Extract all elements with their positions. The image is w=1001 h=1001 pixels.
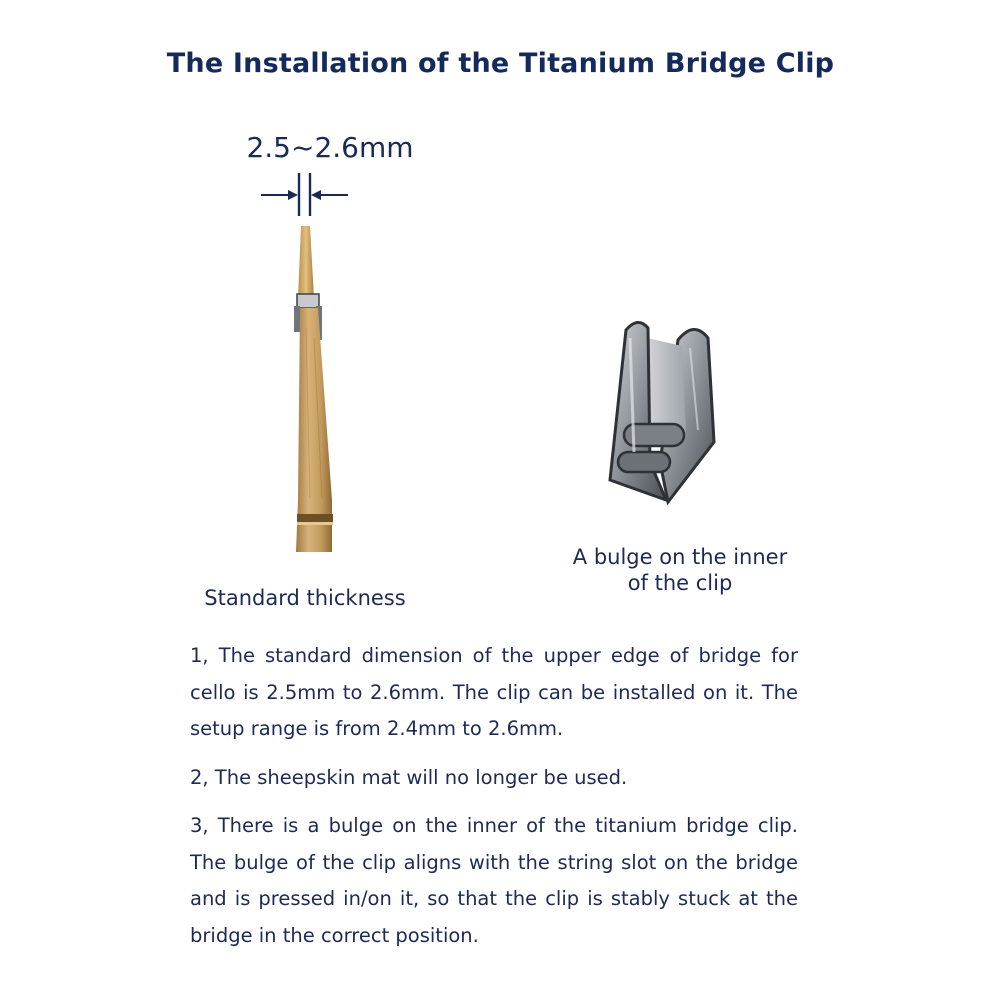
- clip-caption-line2: of the clip: [627, 571, 733, 595]
- note-1: 1, The standard dimension of the upper edge of bridge for cello is 2.5mm to 2.6mm. The clip can be installed on it. The setup range is from 2.4mm to 2.6mm.: [190, 644, 798, 740]
- note-2: 2, The sheepskin mat will no longer be used.: [190, 765, 628, 789]
- bridge-edge-icon: [270, 218, 350, 568]
- instruction-notes: [190, 638, 798, 966]
- dimension-label: 2.5~2.6mm: [246, 131, 414, 164]
- titanium-clip-icon: [590, 312, 730, 512]
- note-3: 3, There is a bulge on the inner of the titanium bridge clip. The bulge of the clip aligns with the string slot on the bridge and is pressed in/on it, so that the clip is stably stuck at the bridge in the correct position.: [190, 814, 798, 947]
- page-title: The Installation of the Titanium Bridge Clip: [166, 48, 835, 79]
- dimension-arrows-icon: [255, 170, 355, 220]
- clip-caption: [530, 544, 830, 596]
- bridge-caption: Standard thickness: [204, 586, 406, 610]
- clip-caption-line1: A bulge on the inner: [572, 545, 788, 569]
